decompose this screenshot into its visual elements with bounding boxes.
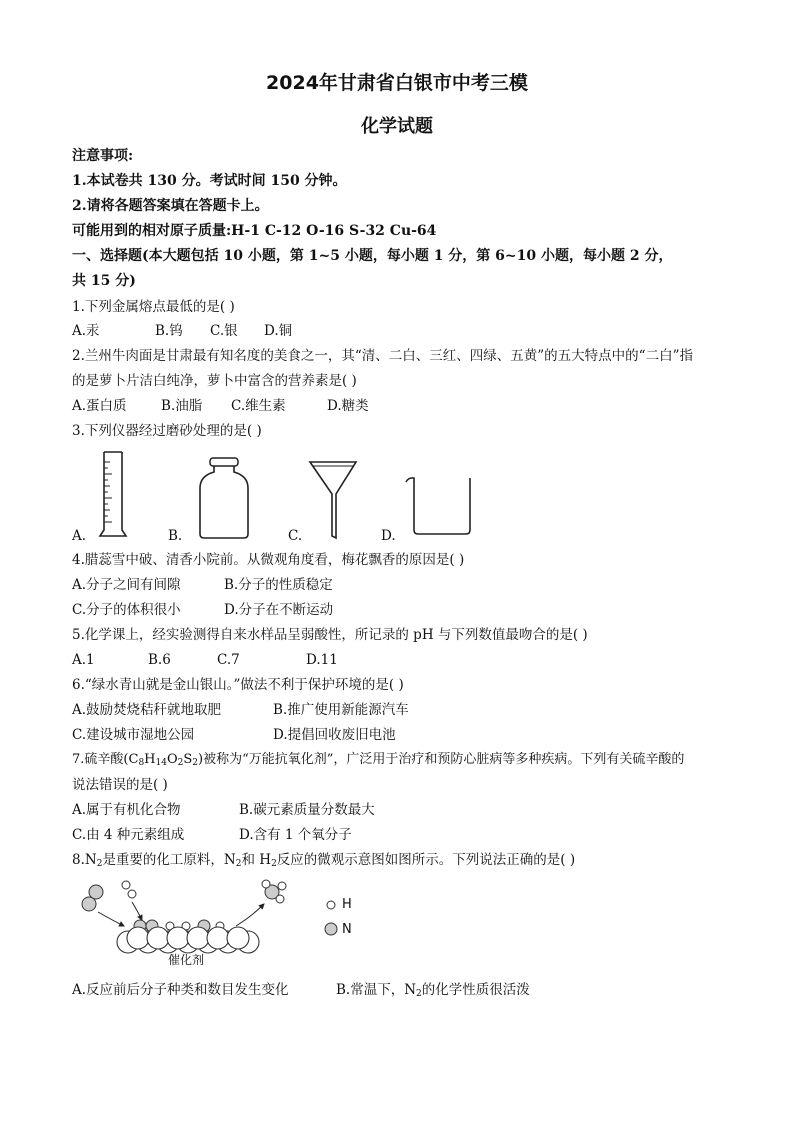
q8-stem: $8.N_2$是重要的化工原料，$N_2$和 $H_2$反应的微观示意图如图所示。下列说法正确的是( ) (72, 852, 576, 869)
q1-stem: 1.下列金属熔点最低的是( ) (72, 299, 235, 315)
funnel-icon (308, 460, 358, 540)
legend-n-icon (324, 922, 338, 936)
q3-option-a[interactable]: A. (72, 528, 87, 544)
q6-stem: 6.“绿水青山就是金山银山。”做法不利于保护环境的是( ) (72, 677, 404, 693)
q7-option-d[interactable]: D.含有 1 个氧分子 (239, 827, 352, 843)
q3-option-c[interactable]: C. (288, 528, 303, 544)
q1-option-c[interactable]: C.银 (210, 323, 238, 339)
q6-option-c[interactable]: C.建设城市湿地公园 (72, 727, 195, 743)
q4-option-c[interactable]: C.分子的体积很小 (72, 602, 181, 618)
note-1: 1.本试卷共 130 分。考试时间 150 分钟。 (72, 173, 347, 189)
section-heading-cont: 共 15 分) (72, 273, 136, 289)
legend-h-icon (326, 900, 336, 910)
q5-option-c[interactable]: C.7 (217, 652, 240, 668)
q2-option-a[interactable]: A.蛋白质 (72, 398, 127, 414)
notes-heading: 注意事项: (72, 148, 134, 164)
page-subtitle: 化学试题 (361, 116, 433, 137)
q3-option-d[interactable]: D. (381, 528, 396, 544)
q4-option-b[interactable]: B.分子的性质稳定 (224, 577, 333, 593)
q1-option-b[interactable]: B.钨 (155, 323, 183, 339)
q7-stem: 7.硫辛酸$(C_8H_{14}O_2S_2)$被称为“万能抗氧化剂”，广泛用于治疗和预防心脏病等多种疾病。下列有关硫辛酸的 (72, 752, 685, 768)
q4-option-d[interactable]: D.分子在不断运动 (224, 602, 334, 618)
q7-option-b[interactable]: B.碳元素质量分数最大 (239, 802, 375, 818)
q7-option-a[interactable]: A.属于有机化合物 (72, 802, 181, 818)
q2-option-d[interactable]: D.糖类 (327, 398, 369, 414)
q6-option-b[interactable]: B.推广使用新能源汽车 (273, 702, 409, 718)
q2-stem: 2.兰州牛肉面是甘肃最有知名度的美食之一，其“清、二白、三红、四绿、五黄”的五大特点中的“二白”指 (72, 348, 693, 364)
q6-option-d[interactable]: D.提倡回收废旧电池 (273, 727, 396, 743)
section-heading: 一、选择题(本大题包括 10 小题，第 1~5 小题，每小题 1 分，第 6~10 小题，每小题 2 分， (72, 248, 673, 264)
q1-option-d[interactable]: D.铜 (264, 323, 293, 339)
q5-option-a[interactable]: A.1 (72, 652, 95, 668)
q4-option-a[interactable]: A.分子之间有间隙 (72, 577, 181, 593)
beaker-icon (404, 474, 474, 536)
reagent-bottle-icon (196, 456, 252, 540)
q2-option-c[interactable]: C.维生素 (231, 398, 286, 414)
page-title: 2024年甘肃省白银市中考三模 (266, 72, 528, 94)
legend-h-label: H (342, 897, 352, 912)
note-2: 2.请将各题答案填在答题卡上。 (72, 198, 269, 214)
q1-option-a[interactable]: A.汞 (72, 323, 100, 339)
q3-stem: 3.下列仪器经过磨砂处理的是( ) (72, 423, 262, 439)
q3-option-b[interactable]: B. (168, 528, 183, 544)
q6-option-a[interactable]: A.鼓励焚烧秸秆就地取肥 (72, 702, 222, 718)
q5-option-d[interactable]: D.11 (306, 652, 338, 668)
q7-option-c[interactable]: C.由 4 种元素组成 (72, 827, 185, 843)
q5-option-b[interactable]: B.6 (148, 652, 171, 668)
catalyst-label: 催化剂 (168, 953, 205, 967)
legend-n-label: N (342, 922, 352, 937)
q2-option-b[interactable]: B.油脂 (161, 398, 203, 414)
q4-stem: 4.腊蕊雪中破、清香小院前。从微观角度看，梅花飘香的原因是( ) (72, 552, 465, 568)
graduated-cylinder-icon (96, 450, 132, 540)
q7-stem-cont: 说法错误的是( ) (72, 777, 168, 793)
q5-stem: 5.化学课上，经实验测得自来水样品呈弱酸性，所记录的 pH 与下列数值最吻合的是( ) (72, 627, 588, 643)
q2-stem-cont: 的是萝卜片洁白纯净，萝卜中富含的营养素是( ) (72, 373, 357, 389)
q8-option-b[interactable]: B.常温下，$N_2$的化学性质很活泼 (336, 982, 530, 999)
atomic-masses: 可能用到的相对原子质量:H-1 C-12 O-16 S-32 Cu-64 (72, 223, 437, 239)
q8-option-a[interactable]: A.反应前后分子种类和数目发生变化 (72, 982, 289, 998)
